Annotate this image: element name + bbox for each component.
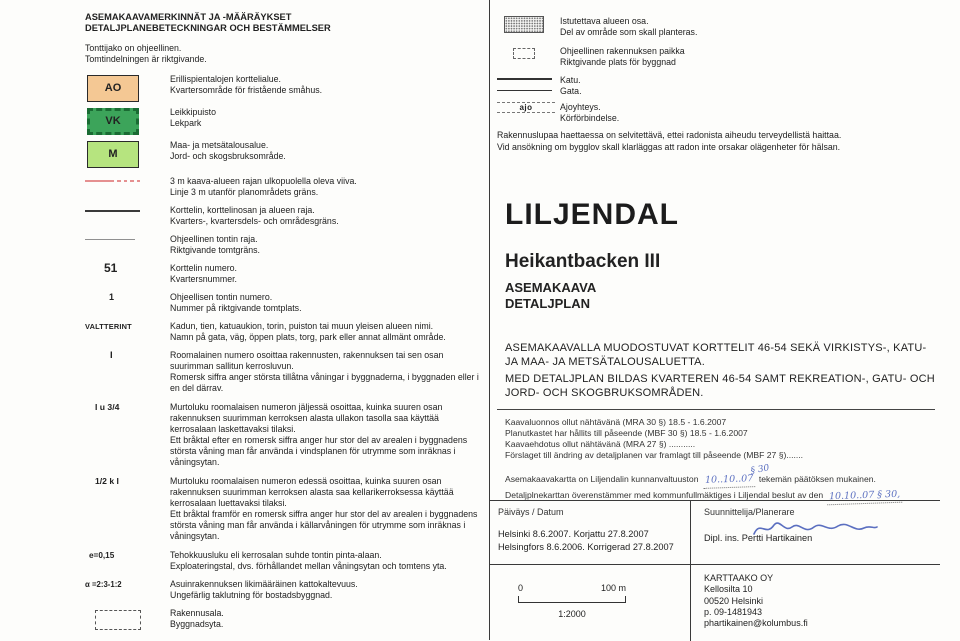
efficiency-ratio-symbol: e=0,15 xyxy=(89,551,115,560)
municipality-title: LILJENDAL xyxy=(505,198,679,231)
legend-item-ao xyxy=(85,74,487,102)
legend-text-fi: Ohjeellinen tontin raja. xyxy=(170,234,258,244)
legend-item-building-area xyxy=(85,608,487,630)
roof-slope-symbol: α =2:3-1:2 xyxy=(85,580,122,589)
legend-text-sv: Riktgivande plats för byggnad xyxy=(560,57,676,67)
date-fi: Helsinki 8.6.2007. Korjattu 27.8.2007 xyxy=(498,529,649,539)
legend-text-sv: Namn på gata, väg, öppen plats, torg, park eller annat allmänt område. xyxy=(170,332,446,342)
scale-bar xyxy=(518,583,626,620)
process-line: Kaavaehdotus ollut nähtävänä (MRA 27 §) ........... xyxy=(505,439,696,449)
legend-item-street xyxy=(497,75,940,97)
legend-text-sv: Gata. xyxy=(560,86,582,96)
scale-cell xyxy=(489,565,690,641)
legend-item-efficiency xyxy=(85,550,487,572)
legend-text-fi: Leikkipuisto xyxy=(170,107,216,117)
radon-note-sv: Vid ansökning om bygglov skall klarläggas att radon inte orsakar olägenheter för hälsan. xyxy=(497,141,841,152)
company-street: Kellosilta 10 xyxy=(704,584,753,595)
vk-zone-swatch xyxy=(87,108,139,135)
legend-item-vk xyxy=(85,107,487,135)
legend-text-fi: Ohjeellinen rakennuksen paikka xyxy=(560,46,685,56)
legend-text-fi: Murtoluku roomalaisen numeron edessä osoittaa, kuinka suuren osan rakennuksen suurimman kerroksen alasta saa kellarikerroksessa käyttää kerrosalaan luettavaksi tilaksi. xyxy=(170,476,454,508)
approval-fi-post: tekemän päätöksen mukainen. xyxy=(758,474,876,484)
document-type xyxy=(505,280,940,311)
driveway-label: ajo xyxy=(519,103,533,112)
legend-header-sv: DETALJPLANEBETECKNINGAR OCH BESTÄMMELSER xyxy=(85,23,331,33)
approval-sv-pre: Detaljplnekarttan överenstämmer med kommunfullmäktiges i Liljendal beslut av den xyxy=(505,490,824,500)
plan-description-fi: ASEMAKAAVALLA MUODOSTUVAT KORTTELIT 46-54 SEKÄ VIRKISTYS-, KATU- JA MAA- JA METSÄTALOUSALUETTA. xyxy=(505,342,927,368)
legend-text-sv: Exploateringstal, dvs. förhållandet mellan våningsytan och tomtens yta. xyxy=(170,561,447,571)
legend-text-sv: Kvartersområde för fristående småhus. xyxy=(170,85,323,95)
outer-boundary-line-symbol xyxy=(85,180,170,182)
legend-text-sv: Körförbindelse. xyxy=(560,113,620,123)
legend-text-sv: Jord- och skogsbruksområde. xyxy=(170,151,286,161)
plot-division-note-fi: Tonttijako on ohjeellinen. xyxy=(85,43,182,53)
legend-text-fi: Katu. xyxy=(560,75,581,85)
legend-header xyxy=(85,12,487,34)
legend-text-sv: Ett bråktal framför en romersk siffra anger hur stor del av arealen i byggnadens största våning man får använda i källarvåningen för utrymme som inräknas i våningsytan. xyxy=(170,509,478,541)
legend-text-fi: 3 m kaava-alueen rajan ulkopuolella oleva viiva. xyxy=(170,176,357,186)
date-sv: Helsingfors 8.6.2006. Korrigerad 27.8.2007 xyxy=(498,541,674,552)
plot-boundary-line-symbol xyxy=(85,239,135,240)
document-type-sv: DETALJPLAN xyxy=(505,295,590,311)
legend-item-m xyxy=(85,140,487,168)
legend-text-sv: Ett bråktal efter en romersk siffra anger hur stor del av arealen i byggnadens största våning man får använda i vindsplanen för utrymme som inräknas i våningsytan. xyxy=(170,435,468,467)
legend-item-plot-boundary xyxy=(85,234,487,256)
vk-zone-label: VK xyxy=(105,115,121,127)
legend-item-building-place xyxy=(497,46,940,68)
legend-column xyxy=(85,12,487,630)
legend-text-fi: Korttelin, korttelinosan ja alueen raja. xyxy=(170,205,315,215)
handwritten-paragraph-mark: § 30 xyxy=(748,463,770,477)
block-boundary-line-symbol xyxy=(85,210,140,212)
scale-zero-label: 0 xyxy=(518,583,524,593)
street-name-symbol: VALTTERINT xyxy=(85,322,132,331)
legend-item-driveway xyxy=(497,102,940,124)
legend-item-roof-slope xyxy=(85,579,487,601)
legend-text-fi: Asuinrakennuksen likimääräinen kattokaltevuus. xyxy=(170,579,358,589)
legend-text-sv: Nummer på riktgivande tomtplats. xyxy=(170,303,302,313)
legend-text-fi: Rakennusala. xyxy=(170,608,224,618)
scale-max-label: 100 m xyxy=(600,583,626,593)
process-line: Kaavaluonnos ollut nähtävänä (MRA 30 §) 18.5 - 1.6.2007 xyxy=(505,417,727,427)
legend-item-block-boundary xyxy=(85,205,487,227)
legend-text-fi: Ohjeellisen tontin numero. xyxy=(170,292,273,302)
planted-area-swatch xyxy=(504,16,544,33)
legend-text-fi: Roomalainen numero osoittaa rakennusten, rakennuksen tai sen osan suurimman sallitun kerrosluvun. xyxy=(170,350,444,371)
handwritten-date-sv: 10.10..07 § 30, xyxy=(827,488,903,506)
legend-item-outer-boundary xyxy=(85,176,487,198)
company-email: phartikainen@kolumbus.fi xyxy=(704,618,808,629)
designer-name: Dipl. ins. Pertti Hartikainen xyxy=(704,533,813,543)
legend-text-sv: Linje 3 m utanför planområdets gräns. xyxy=(170,187,319,197)
storey-count-symbol: I xyxy=(110,350,113,361)
process-line: Förslaget till ändring av detaljplanen var framlagt till påseende (MBF 27 §)....... xyxy=(505,450,804,460)
ao-zone-swatch xyxy=(87,75,139,102)
legend-text-fi: Tehokkuusluku eli kerrosalan suhde tontin pinta-alaan. xyxy=(170,550,382,560)
m-zone-swatch xyxy=(87,141,139,168)
legend-text-sv: Riktgivande tomtgräns. xyxy=(170,245,260,255)
divider-line xyxy=(497,409,935,410)
legend-text-fi: Kadun, tien, katuaukion, torin, puiston tai muun yleisen alueen nimi. xyxy=(170,321,434,331)
driveway-line-symbol xyxy=(497,102,555,113)
process-line: Planutkastet har hållits till påseende (MBF 30 §) 18.5 - 1.6.2007 xyxy=(505,428,748,438)
legend-item-planted-area xyxy=(497,16,940,38)
legend-text-sv: Kvarters-, kvartersdels- och områdesgräns. xyxy=(170,216,339,226)
radon-note xyxy=(497,130,940,153)
date-label: Päiväys / Datum xyxy=(498,507,564,517)
plot-division-note-sv: Tomtindelningen är riktgivande. xyxy=(85,54,207,64)
basement-fraction-symbol: 1/2 k I xyxy=(95,476,119,486)
ao-zone-label: AO xyxy=(104,82,122,94)
legend-text-fi: Murtoluku roomalaisen numeron jäljessä osoittaa, kuinka suuren osan rakennuksen suurimman kerroksen alasta ullakon tasolla saa käyttää kerrosalaan laskettavaksi tilaksi. xyxy=(170,402,443,434)
plan-area-title: Heikantbacken III xyxy=(505,251,661,272)
signature-scribble xyxy=(750,517,880,541)
legend-text-sv: Byggnadsyta. xyxy=(170,619,224,629)
block-number-symbol: 51 xyxy=(104,261,118,275)
legend-item-street-name xyxy=(85,321,487,343)
scale-ratio: 1:2000 xyxy=(558,609,586,619)
company-phone: p. 09-1481943 xyxy=(704,606,763,617)
plot-division-note xyxy=(85,43,487,65)
legend-text-sv: Kvartersnummer. xyxy=(170,274,237,284)
legend-text-sv: Lekpark xyxy=(170,118,202,128)
legend-text-fi: Maa- ja metsätalousalue. xyxy=(170,140,269,150)
legend-text-sv: Del av område som skall planteras. xyxy=(560,27,698,37)
approval-line-fi xyxy=(505,463,940,488)
legend-item-block-number xyxy=(85,263,487,285)
legend-text-sv: Ungefärlig taklutning för bostadsbyggnad. xyxy=(170,590,333,600)
approval-fi-pre: Asemakaavakartta on Liljendalin kunnanvaltuuston xyxy=(505,474,699,484)
radon-note-fi: Rakennuslupaa haettaessa on selvitettävä, ettei radonista aiheudu terveydellistä haittaa. xyxy=(497,130,842,140)
m-zone-label: M xyxy=(108,148,118,160)
designer-cell xyxy=(690,501,940,565)
company-cell xyxy=(690,565,940,641)
legend-text-sv: Romersk siffra anger största tillåtna våningar i byggnaderna, i byggnaden eller i en del därrav. xyxy=(170,372,479,393)
street-line-symbol xyxy=(497,75,560,91)
company-name: KARTTAAKO OY xyxy=(704,573,774,583)
legend-item-attic-fraction xyxy=(85,402,487,468)
legend-text-fi: Ajoyhteys. xyxy=(560,102,601,112)
legend-header-fi: ASEMAKAAVAMERKINNÄT JA -MÄÄRÄYKSET xyxy=(85,12,292,22)
building-place-symbol xyxy=(513,48,535,59)
building-area-symbol xyxy=(95,610,141,630)
legend-text-fi: Erillispientalojen korttelialue. xyxy=(170,74,281,84)
legend-item-basement-fraction xyxy=(85,476,487,542)
date-cell xyxy=(489,501,690,565)
legend-text-fi: Istutettava alueen osa. xyxy=(560,16,649,26)
handwritten-date-fi: 10..10..07 § 30 xyxy=(702,472,755,489)
title-block xyxy=(489,500,940,640)
company-city: 00520 Helsinki xyxy=(704,595,764,606)
designer-label: Suunnittelija/Planerare xyxy=(704,507,795,517)
attic-fraction-symbol: I u 3/4 xyxy=(95,402,120,412)
scale-bar-bracket xyxy=(518,596,626,603)
plan-description xyxy=(505,341,940,400)
legend-item-storey-count xyxy=(85,350,487,394)
title-column xyxy=(497,16,940,504)
legend-item-plot-number xyxy=(85,292,487,314)
document-type-fi: ASEMAKAAVA xyxy=(505,280,597,295)
plan-description-sv: MED DETALJPLAN BILDAS KVARTEREN 46-54 SAMT REKREATION-, GATU- OCH JORD- OCH SKOGBRUKSOMRÅDEN. xyxy=(505,373,935,399)
legend-text-fi: Korttelin numero. xyxy=(170,263,237,273)
process-dates xyxy=(505,417,940,461)
plot-number-symbol: 1 xyxy=(109,292,115,302)
